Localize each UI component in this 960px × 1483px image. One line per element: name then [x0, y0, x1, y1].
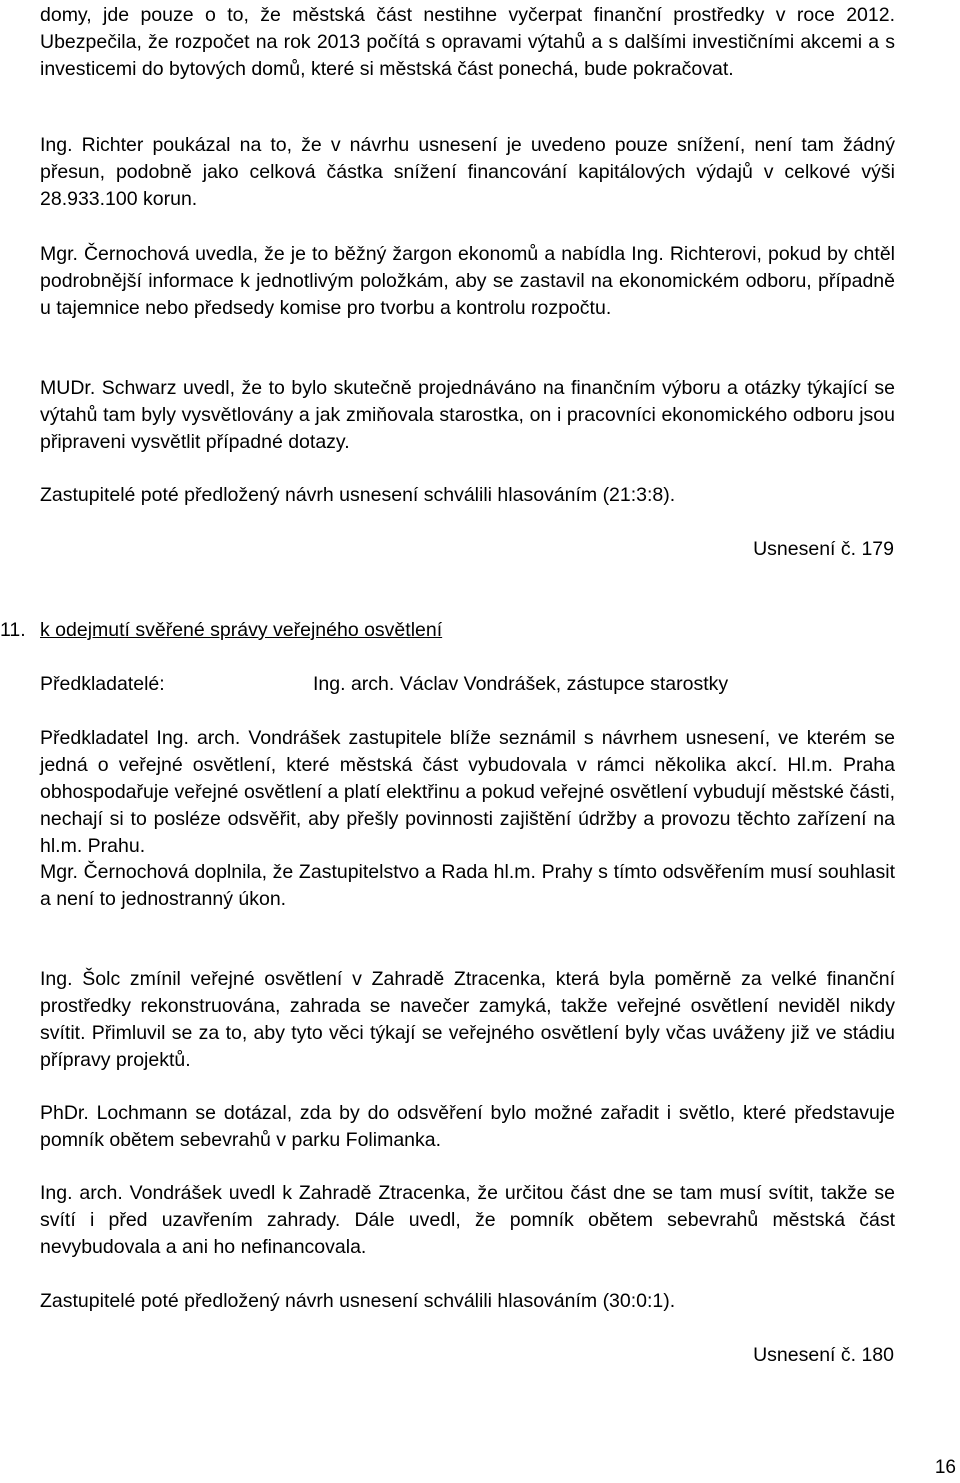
paragraph-solc: Ing. Šolc zmínil veřejné osvětlení v Zahradě Ztracenka, která byla poměrně za velké finanční prostředky rekonstruována, zahrada se navečer zamyká, takže veřejné osvětlení neviděl nikdy svítit. Přimluvil se za to, aby tyto věci týkají se veřejného osvětlení byly včas uváženy již ve stádiu přípravy projektů.: [40, 968, 895, 1071]
resolution-180: Usnesení č. 180: [753, 1344, 894, 1366]
agenda-item-number: 11.: [0, 619, 26, 641]
paragraph-vote-180: Zastupitelé poté předložený návrh usnesení schválili hlasováním (30:0:1).: [40, 1290, 676, 1312]
paragraph-cernochova-1: Mgr. Černochová uvedla, že je to běžný žargon ekonomů a nabídla Ing. Richterovi, pokud by chtěl podrobnější informace k jednotlivým položkám, aby se zastavil na ekonomickém odboru, případně u tajemnice nebo předsedy komise pro tvorbu a kontrolu rozpočtu.: [40, 243, 895, 319]
paragraph-vote-179: Zastupitelé poté předložený návrh usnesení schválili hlasováním (21:3:8).: [40, 484, 676, 506]
resolution-179: Usnesení č. 179: [753, 538, 894, 560]
paragraph-richter: Ing. Richter poukázal na to, že v návrhu usnesení je uvedeno pouze snížení, není tam žádný přesun, podobně jako celková částka snížení financování kapitálových výdajů v celkové výši 28.933.100 korun.: [40, 134, 895, 210]
paragraph-schwarz: MUDr. Schwarz uvedl, že to bylo skutečně projednáváno na finančním výboru a otázky týkající se výtahů tam byly vysvětlovány a jak zmiňovala starostka, on i pracovníci ekonomického odboru jsou připraveni vysvětlit případné dotazy.: [40, 377, 895, 453]
paragraph-budget-continuation: domy, jde pouze o to, že městská část nestihne vyčerpat finanční prostředky v roce 2012. Ubezpečila, že rozpočet na rok 2013 počítá s opravami výtahů a s dalšími investičními akcemi a s investicemi do bytových domů, které si městská část ponechá, bude pokračovat.: [40, 4, 895, 80]
agenda-item-title: k odejmutí svěřené správy veřejného osvětlení: [40, 619, 443, 641]
paragraph-lochmann: PhDr. Lochmann se dotázal, zda by do odsvěření bylo možné zařadit i světlo, které představuje pomník obětem sebevrahů v parku Folimanka.: [40, 1102, 895, 1151]
page-number: 16: [934, 1457, 956, 1478]
presenter-value: Ing. arch. Václav Vondrášek, zástupce starostky: [313, 673, 729, 695]
paragraph-vondrasek-1: Předkladatel Ing. arch. Vondrášek zastupitele blíže seznámil s návrhem usnesení, ve kterém se jedná o veřejné osvětlení, které městská část vybudovala v rámci několika akcí. Hl.m. Praha obhospodařuje veřejné osvětlení a platí elektřinu a pokud veřejné osvětlení vybudují městské části, nechají si to posléze odsvěřit, aby přešly povinnosti zajištění údržby a provozu těchto zařízení na hl.m. Prahu.: [40, 727, 895, 857]
paragraph-cernochova-2: Mgr. Černochová doplnila, že Zastupitelstvo a Rada hl.m. Prahy s tímto odsvěřením musí souhlasit a není to jednostranný úkon.: [40, 861, 895, 910]
presenter-label: Předkladatelé:: [40, 673, 165, 695]
paragraph-vondrasek-2: Ing. arch. Vondrášek uvedl k Zahradě Ztracenka, že určitou část dne se tam musí svítit, takže se svítí i před uzavřením zahrady. Dále uvedl, že pomník obětem sebevrahů městská část nevybudovala a ani ho nefinancovala.: [40, 1182, 895, 1258]
agenda-item-heading: [0, 617, 442, 644]
